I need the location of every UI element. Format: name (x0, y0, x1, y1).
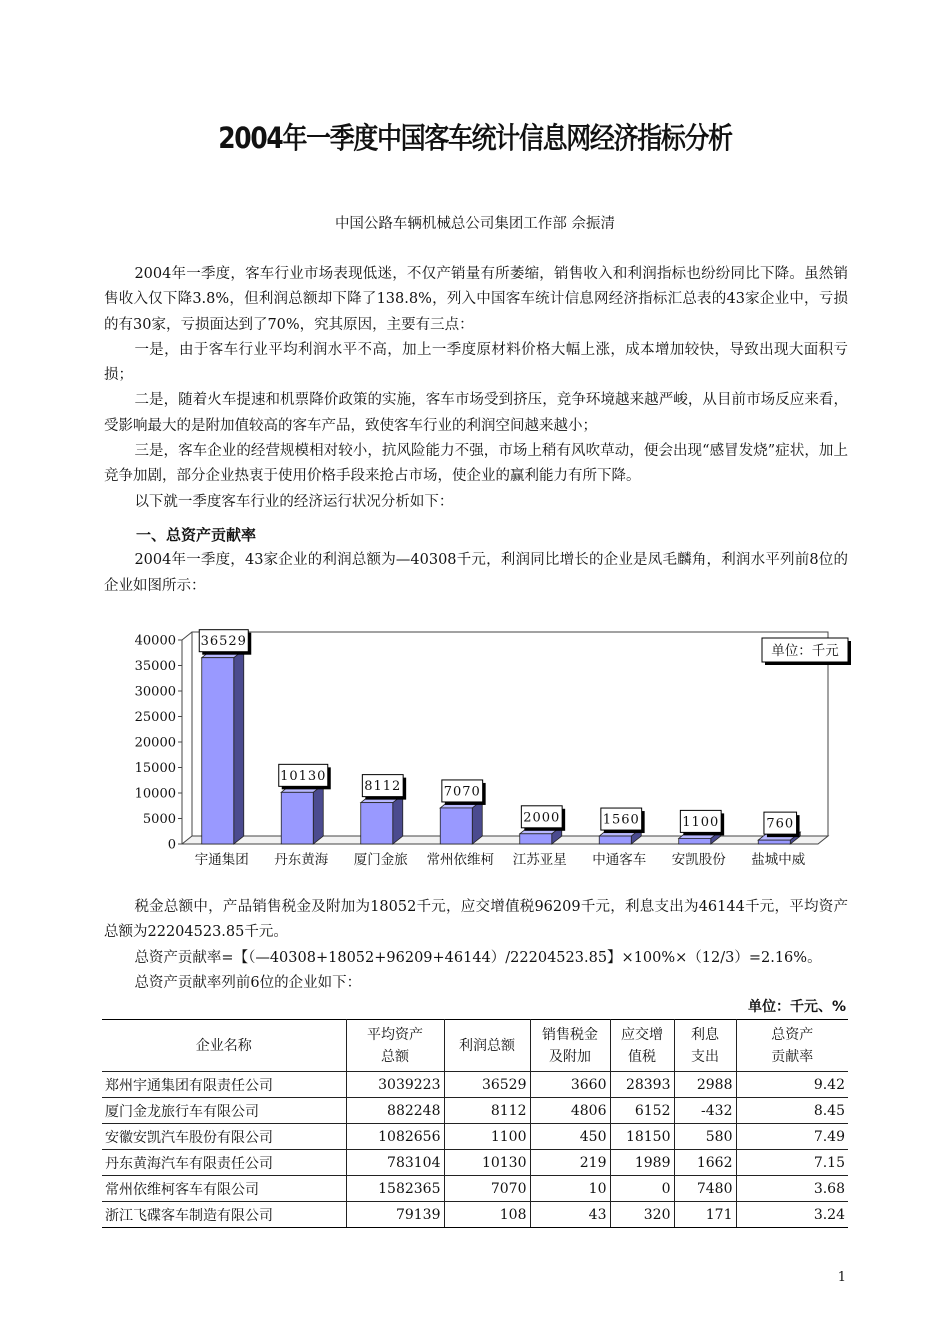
contribution-table (102, 1019, 848, 1228)
table-header-cell (444, 1020, 530, 1072)
table-row (102, 1176, 848, 1202)
y-tick-label: 15000 (134, 761, 176, 776)
company-name-cell: 丹东黄海汽车有限责任公司 (102, 1150, 346, 1176)
header-text: 总资产 (771, 1026, 814, 1043)
header-text: 企业名称 (195, 1037, 252, 1054)
bar-side (393, 795, 403, 844)
table-row (102, 1150, 848, 1176)
header-text: 利息 (691, 1026, 719, 1043)
x-tick-label: 宇通集团 (194, 852, 249, 868)
y-tick-label: 25000 (134, 710, 176, 725)
table-row (102, 1202, 848, 1228)
table-row (102, 1072, 848, 1098)
data-label: 8112 (364, 779, 402, 795)
value-cell: 171 (674, 1202, 736, 1228)
body-text (104, 262, 848, 599)
value-cell: 1582365 (346, 1176, 444, 1202)
header-text: 支出 (691, 1048, 719, 1065)
header-text: 及附加 (549, 1048, 591, 1065)
paragraph: 以下就一季度客车行业的经济运行状况分析如下： (134, 493, 454, 510)
table-row (102, 1124, 848, 1150)
data-label: 1560 (602, 812, 640, 828)
value-cell: 0 (610, 1176, 674, 1202)
value-cell: -432 (674, 1098, 736, 1124)
table-header-cell (346, 1020, 444, 1072)
company-name-cell: 浙江飞碟客车制造有限公司 (102, 1202, 346, 1228)
table-row (102, 1098, 848, 1124)
paragraph: 2004年一季度，43家企业的利润总额为—40308千元，利润同比增长的企业是凤毛麟角，利润水平列前8位的企业如图所示： (104, 552, 848, 594)
value-cell: 2988 (674, 1072, 736, 1098)
table-header-cell (736, 1020, 848, 1072)
value-cell: 3660 (530, 1072, 610, 1098)
value-cell: 43 (530, 1202, 610, 1228)
value-cell: 3039223 (346, 1072, 444, 1098)
value-cell: 783104 (346, 1150, 444, 1176)
x-tick-label: 中通客车 (592, 852, 647, 868)
paragraph: 一是，由于客车行业平均利润水平不高，加上一季度原材料价格大幅上涨，成本增加较快，导致出现大面积亏损； (104, 341, 848, 384)
body-text-2 (104, 895, 848, 996)
bar (202, 658, 234, 844)
paragraph: 总资产贡献率列前6位的企业如下： (134, 974, 362, 991)
y-tick-label: 20000 (134, 735, 176, 751)
document-title: 2004年一季度中国客车统计信息网经济指标分析 (218, 121, 732, 155)
header-text: 贡献率 (771, 1048, 814, 1065)
value-cell: 1082656 (346, 1124, 444, 1150)
value-cell: 6152 (610, 1098, 674, 1124)
unit-label: 单位：千元 (771, 643, 839, 659)
x-tick-label: 安凯股份 (671, 852, 726, 868)
header-text: 销售税金 (542, 1026, 598, 1043)
table-header-cell (674, 1020, 736, 1072)
value-cell: 10130 (444, 1150, 530, 1176)
value-cell: 219 (530, 1150, 610, 1176)
table-header-cell (610, 1020, 674, 1072)
page-number: 1 (837, 1270, 846, 1285)
y-tick-label: 10000 (134, 786, 176, 802)
author-line: 中国公路车辆机械总公司集团工作部 佘振清 (334, 216, 616, 232)
x-tick-label: 江苏亚星 (512, 852, 567, 868)
paragraph: 税金总额中，产品销售税金及附加为18052千元，应交增值税96209千元，利息支出为46144千元，平均资产总额为22204523.85千元。 (104, 899, 848, 941)
value-cell: 1662 (674, 1150, 736, 1176)
value-cell: 7070 (444, 1176, 530, 1202)
header-text: 平均资产 (367, 1026, 423, 1043)
value-cell: 882248 (346, 1098, 444, 1124)
table-header-cell (530, 1020, 610, 1072)
bar (599, 836, 631, 844)
header-text: 总额 (381, 1048, 409, 1065)
header-text: 值税 (628, 1048, 656, 1065)
header-text: 利润总额 (459, 1037, 515, 1054)
value-cell: 7.49 (736, 1124, 848, 1150)
value-cell: 7480 (674, 1176, 736, 1202)
data-label: 10130 (280, 768, 327, 784)
section-heading: 一、总资产贡献率 (136, 525, 257, 544)
y-tick-label: 0 (167, 837, 176, 853)
axis-depth-line (182, 632, 192, 640)
x-tick-label: 厦门金旅 (353, 852, 408, 868)
table-header-row (102, 1020, 848, 1072)
value-cell: 18150 (610, 1124, 674, 1150)
paragraph: 二是，随着火车提速和机票降价政策的实施，客车市场受到挤压，竞争环境越来越严峻，从目前市场反应来看，受影响最大的是附加值较高的客车产品，致使客车行业的利润空间越来越小； (104, 392, 848, 434)
bar-side (313, 784, 323, 844)
y-tick-label: 35000 (134, 659, 176, 674)
value-cell: 7.15 (736, 1150, 848, 1176)
value-cell: 79139 (346, 1202, 444, 1228)
value-cell: 8112 (444, 1098, 530, 1124)
value-cell: 8.45 (736, 1098, 848, 1124)
value-cell: 36529 (444, 1072, 530, 1098)
y-tick-label: 40000 (134, 633, 176, 649)
bar-side (234, 650, 244, 844)
value-cell: 3.68 (736, 1176, 848, 1202)
value-cell: 3.24 (736, 1202, 848, 1228)
value-cell: 9.42 (736, 1072, 848, 1098)
x-tick-label: 盐城中威 (751, 852, 806, 868)
y-tick-label: 30000 (134, 684, 176, 700)
value-cell: 108 (444, 1202, 530, 1228)
paragraph: 三是，客车企业的经营规模相对较小，抗风险能力不强，市场上稍有风吹草动，便会出现“感冒发烧”症状，加上竞争加剧，部分企业热衷于使用价格手段来抢占市场，使企业的赢利能力有所下降。 (104, 443, 848, 485)
value-cell: 1989 (610, 1150, 674, 1176)
data-label: 760 (766, 816, 795, 832)
x-tick-label: 丹东黄海 (274, 852, 329, 868)
company-name-cell: 厦门金龙旅行车有限公司 (102, 1098, 346, 1124)
x-tick-label: 常州依维柯 (426, 852, 494, 868)
value-cell: 4806 (530, 1098, 610, 1124)
table-body (102, 1072, 848, 1228)
value-cell: 1100 (444, 1124, 530, 1150)
value-cell: 10 (530, 1176, 610, 1202)
bar (361, 803, 393, 844)
bar (440, 808, 472, 844)
company-name-cell: 常州依维柯客车有限公司 (102, 1176, 346, 1202)
chart-floor (182, 836, 828, 844)
value-cell: 320 (610, 1202, 674, 1228)
data-label: 36529 (200, 634, 247, 650)
company-name-cell: 安徽安凯汽车股份有限公司 (102, 1124, 346, 1150)
value-cell: 28393 (610, 1072, 674, 1098)
y-tick-label: 5000 (142, 812, 176, 827)
paragraph: 总资产贡献率=【（—40308+18052+96209+46144）/22204523.85】×100%×（12/3）=2.16%。 (134, 949, 822, 966)
table-header-cell (102, 1020, 346, 1072)
value-cell: 580 (674, 1124, 736, 1150)
bar (679, 838, 711, 844)
table-unit: 单位：千元、% (747, 999, 846, 1015)
data-label: 2000 (523, 810, 561, 826)
data-label: 1100 (682, 814, 720, 830)
value-cell: 450 (530, 1124, 610, 1150)
data-label: 7070 (443, 784, 481, 800)
bar (758, 840, 790, 844)
bar (281, 792, 313, 844)
header-text: 应交增 (621, 1026, 663, 1043)
profit-bar-chart (102, 618, 852, 876)
paragraph: 2004年一季度，客车行业市场表现低迷，不仅产销量有所萎缩，销售收入和利润指标也纷纷同比下降。虽然销售收入仅下降3.8%，但利润总额却下降了138.8%，列入中国客车统计信息网经济指标汇总表的43家企业中，亏损的有30家，亏损面达到了70%，究其原因，主要有三点： (104, 266, 848, 333)
company-name-cell: 郑州宇通集团有限责任公司 (102, 1072, 346, 1098)
bar (520, 834, 552, 844)
